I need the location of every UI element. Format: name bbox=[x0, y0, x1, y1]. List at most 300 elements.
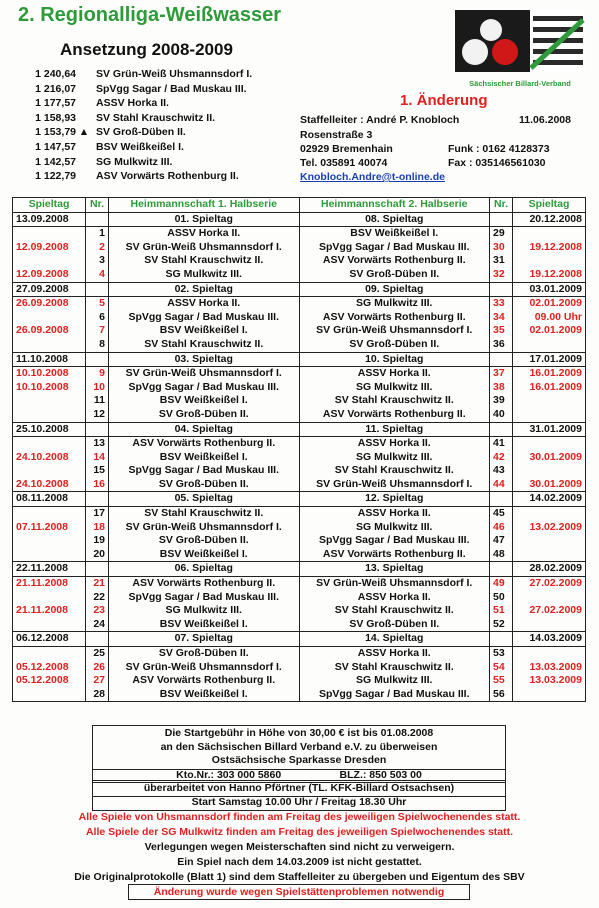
match-nr-2: 37 bbox=[490, 367, 513, 381]
match-nr-2: 53 bbox=[490, 647, 513, 661]
match-home-2: ASV Vorwärts Rothenburg II. bbox=[299, 408, 490, 422]
match-home-1: ASV Vorwärts Rothenburg II. bbox=[109, 577, 300, 591]
match-row bbox=[13, 367, 586, 381]
match-home-1: SV Stahl Krauschwitz II. bbox=[109, 254, 300, 268]
round-label-2: 12. Spieltag bbox=[299, 492, 490, 507]
match-date-1: 12.09.2008 bbox=[13, 241, 86, 255]
match-date-1 bbox=[13, 338, 86, 352]
match-date-2 bbox=[513, 437, 586, 451]
match-date-2: 13.02.2009 bbox=[513, 521, 586, 535]
match-date-2 bbox=[513, 591, 586, 605]
match-home-1: SpVgg Sagar / Bad Muskau III. bbox=[109, 464, 300, 478]
note-change-reason: Änderung wurde wegen Spielstättenproblemen notwendig bbox=[128, 884, 470, 900]
match-home-1: SV Groß-Düben II. bbox=[109, 534, 300, 548]
match-home-1: BSV Weißkeißel I. bbox=[109, 548, 300, 562]
match-date-2: 19.12.2008 bbox=[513, 268, 586, 282]
match-date-2: 13.03.2009 bbox=[513, 674, 586, 688]
match-nr-1: 1 bbox=[86, 227, 109, 241]
round-nr-spacer bbox=[86, 632, 109, 647]
round-nr-spacer bbox=[490, 632, 513, 647]
match-date-2 bbox=[513, 227, 586, 241]
match-date-1 bbox=[13, 254, 86, 268]
match-home-2: ASV Vorwärts Rothenburg II. bbox=[299, 311, 490, 325]
match-nr-1: 9 bbox=[86, 367, 109, 381]
match-nr-1: 23 bbox=[86, 604, 109, 618]
match-date-2: 30.01.2009 bbox=[513, 478, 586, 492]
match-nr-1: 6 bbox=[86, 311, 109, 325]
staffelleiter-name: Staffelleiter : André P. Knobloch bbox=[300, 114, 460, 126]
match-date-1: 07.11.2008 bbox=[13, 521, 86, 535]
col-header-home-2: Heimmannschaft 2. Halbserie bbox=[299, 198, 490, 213]
match-home-2: SG Mulkwitz III. bbox=[299, 674, 490, 688]
match-nr-2: 39 bbox=[490, 394, 513, 408]
round-date-2: 28.02.2009 bbox=[513, 562, 586, 577]
ranking-marker: ▲ bbox=[78, 126, 90, 139]
match-row bbox=[13, 577, 586, 591]
match-date-2: 02.01.2009 bbox=[513, 297, 586, 311]
ranking-row bbox=[28, 68, 252, 80]
fee-line-3: Ostsächsische Sparkasse Dresden bbox=[211, 754, 387, 766]
match-home-1: BSV Weißkeißel I. bbox=[109, 394, 300, 408]
match-date-1: 12.09.2008 bbox=[13, 268, 86, 282]
match-nr-2: 36 bbox=[490, 338, 513, 352]
match-home-1: SV Stahl Krauschwitz II. bbox=[109, 507, 300, 521]
round-nr-spacer bbox=[86, 492, 109, 507]
match-home-2: ASSV Horka II. bbox=[299, 591, 490, 605]
match-date-2 bbox=[513, 464, 586, 478]
match-home-1: ASV Vorwärts Rothenburg II. bbox=[109, 674, 300, 688]
ranking-row bbox=[28, 170, 239, 182]
ranking-row bbox=[28, 83, 247, 95]
match-row bbox=[13, 408, 586, 422]
match-nr-1: 11 bbox=[86, 394, 109, 408]
match-nr-1: 28 bbox=[86, 688, 109, 702]
match-date-2: 16.01.2009 bbox=[513, 381, 586, 395]
staffelleiter-street: Rosenstraße 3 bbox=[300, 129, 373, 141]
match-home-2: SG Mulkwitz III. bbox=[299, 297, 490, 311]
match-nr-1: 26 bbox=[86, 661, 109, 675]
note-postponements: Verlegungen wegen Meisterschaften sind nicht zu verweigern. bbox=[144, 841, 455, 853]
match-date-1 bbox=[13, 647, 86, 661]
match-home-2: SV Grün-Weiß Uhsmannsdorf I. bbox=[299, 577, 490, 591]
round-label-1: 07. Spieltag bbox=[109, 632, 300, 647]
match-home-2: SV Stahl Krauschwitz II. bbox=[299, 661, 490, 675]
ranking-row bbox=[28, 156, 172, 168]
staffelleiter-fax: Fax : 035146561030 bbox=[448, 157, 546, 169]
match-nr-2: 47 bbox=[490, 534, 513, 548]
match-date-1: 26.09.2008 bbox=[13, 297, 86, 311]
match-nr-1: 7 bbox=[86, 324, 109, 338]
match-row bbox=[13, 591, 586, 605]
match-row bbox=[13, 688, 586, 702]
bank-details: Kto.Nr.: 303 000 5860 BLZ.: 850 503 00 bbox=[92, 768, 506, 783]
round-nr-spacer bbox=[86, 282, 109, 297]
match-nr-1: 14 bbox=[86, 451, 109, 465]
round-label-1: 03. Spieltag bbox=[109, 352, 300, 367]
match-home-2: SpVgg Sagar / Bad Muskau III. bbox=[299, 241, 490, 255]
match-home-1: SV Groß-Düben II. bbox=[109, 408, 300, 422]
match-date-1: 24.10.2008 bbox=[13, 451, 86, 465]
match-nr-2: 40 bbox=[490, 408, 513, 422]
match-date-2 bbox=[513, 688, 586, 702]
match-date-1 bbox=[13, 408, 86, 422]
match-nr-1: 8 bbox=[86, 338, 109, 352]
fee-line-1: Die Startgebühr in Höhe von 30,00 € ist bis 01.08.2008 bbox=[164, 727, 434, 739]
match-nr-2: 55 bbox=[490, 674, 513, 688]
match-date-1 bbox=[13, 688, 86, 702]
staffelleiter-date: 11.06.2008 bbox=[519, 114, 571, 126]
match-date-1: 10.10.2008 bbox=[13, 381, 86, 395]
round-date-1: 22.11.2008 bbox=[13, 562, 86, 577]
match-nr-2: 38 bbox=[490, 381, 513, 395]
round-header-row bbox=[13, 212, 586, 227]
round-date-2: 14.03.2009 bbox=[513, 632, 586, 647]
ranking-team: SV Grün-Weiß Uhsmannsdorf I. bbox=[96, 68, 253, 80]
match-row bbox=[13, 394, 586, 408]
match-date-2: 02.01.2009 bbox=[513, 324, 586, 338]
round-nr-spacer bbox=[490, 562, 513, 577]
match-date-1: 21.11.2008 bbox=[13, 577, 86, 591]
match-home-1: SV Stahl Krauschwitz II. bbox=[109, 338, 300, 352]
match-date-2 bbox=[513, 618, 586, 632]
round-label-2: 11. Spieltag bbox=[299, 422, 490, 437]
page-subtitle: Ansetzung 2008-2009 bbox=[60, 40, 233, 59]
note-mulkwitz: Alle Spiele der SG Mulkwitz finden am Freitag des jeweiligen Spielwochenendes statt. bbox=[85, 826, 514, 838]
match-nr-1: 27 bbox=[86, 674, 109, 688]
note-uhsmannsdorf: Alle Spiele von Uhsmannsdorf finden am Freitag des jeweiligen Spielwochenendes statt. bbox=[78, 811, 521, 823]
match-row bbox=[13, 464, 586, 478]
round-date-1: 25.10.2008 bbox=[13, 422, 86, 437]
match-date-2 bbox=[513, 534, 586, 548]
match-date-2: 30.01.2009 bbox=[513, 451, 586, 465]
match-nr-2: 56 bbox=[490, 688, 513, 702]
round-header-row bbox=[13, 492, 586, 507]
fee-line-2: an den Sächsischen Billard Verband e.V. zu überweisen bbox=[160, 740, 438, 753]
match-nr-2: 51 bbox=[490, 604, 513, 618]
match-home-2: ASSV Horka II. bbox=[299, 507, 490, 521]
match-date-1 bbox=[13, 618, 86, 632]
match-home-1: SV Grün-Weiß Uhsmannsdorf I. bbox=[109, 241, 300, 255]
match-nr-1: 17 bbox=[86, 507, 109, 521]
match-date-1: 26.09.2008 bbox=[13, 324, 86, 338]
round-date-1: 08.11.2008 bbox=[13, 492, 86, 507]
match-home-1: ASV Vorwärts Rothenburg II. bbox=[109, 437, 300, 451]
match-home-2: ASSV Horka II. bbox=[299, 367, 490, 381]
match-nr-1: 5 bbox=[86, 297, 109, 311]
match-date-2 bbox=[513, 338, 586, 352]
round-header-row bbox=[13, 422, 586, 437]
match-nr-1: 25 bbox=[86, 647, 109, 661]
match-date-1 bbox=[13, 591, 86, 605]
match-nr-1: 2 bbox=[86, 241, 109, 255]
round-label-2: 10. Spieltag bbox=[299, 352, 490, 367]
match-nr-2: 46 bbox=[490, 521, 513, 535]
match-nr-1: 22 bbox=[86, 591, 109, 605]
revised-by: überarbeitet von Hanno Pförtner (TL. KFK-Billard Ostsachsen) bbox=[92, 780, 506, 797]
match-nr-2: 33 bbox=[490, 297, 513, 311]
ranking-team: BSV Weißkeißel I. bbox=[96, 141, 184, 153]
match-nr-2: 41 bbox=[490, 437, 513, 451]
col-header-day-2: Spieltag bbox=[513, 198, 586, 213]
match-home-2: ASV Vorwärts Rothenburg II. bbox=[299, 254, 490, 268]
match-nr-1: 16 bbox=[86, 478, 109, 492]
change-label: 1. Änderung bbox=[400, 92, 488, 109]
match-date-1: 24.10.2008 bbox=[13, 478, 86, 492]
round-nr-spacer bbox=[86, 352, 109, 367]
match-nr-2: 31 bbox=[490, 254, 513, 268]
match-home-1: ASSV Horka II. bbox=[109, 227, 300, 241]
match-nr-1: 21 bbox=[86, 577, 109, 591]
schedule-table bbox=[12, 197, 586, 702]
match-date-1 bbox=[13, 437, 86, 451]
round-label-2: 14. Spieltag bbox=[299, 632, 490, 647]
match-row bbox=[13, 297, 586, 311]
match-home-2: BSV Weißkeißel I. bbox=[299, 227, 490, 241]
ranking-row bbox=[28, 97, 169, 109]
match-nr-2: 30 bbox=[490, 241, 513, 255]
col-header-day-1: Spieltag bbox=[13, 198, 86, 213]
match-row bbox=[13, 618, 586, 632]
match-date-1 bbox=[13, 464, 86, 478]
match-home-2: SV Grün-Weiß Uhsmannsdorf I. bbox=[299, 478, 490, 492]
match-row bbox=[13, 661, 586, 675]
match-home-2: SV Groß-Düben II. bbox=[299, 618, 490, 632]
match-date-1 bbox=[13, 534, 86, 548]
match-home-2: SV Groß-Düben II. bbox=[299, 338, 490, 352]
staffelleiter-email[interactable]: Knobloch.Andre@t-online.de bbox=[300, 171, 445, 183]
match-home-2: ASSV Horka II. bbox=[299, 647, 490, 661]
ranking-points: 1 216,07 bbox=[35, 82, 76, 95]
match-home-1: SG Mulkwitz III. bbox=[109, 604, 300, 618]
col-header-home-1: Heimmannschaft 1. Halbserie bbox=[109, 198, 300, 213]
ranking-row bbox=[28, 141, 184, 153]
match-nr-1: 10 bbox=[86, 381, 109, 395]
match-date-2: 19.12.2008 bbox=[513, 241, 586, 255]
match-nr-1: 18 bbox=[86, 521, 109, 535]
match-nr-2: 34 bbox=[490, 311, 513, 325]
ranking-team: SV Stahl Krauschwitz II. bbox=[96, 111, 216, 124]
round-nr-spacer bbox=[86, 212, 109, 227]
round-date-2: 31.01.2009 bbox=[513, 422, 586, 437]
match-row bbox=[13, 338, 586, 352]
match-nr-1: 24 bbox=[86, 618, 109, 632]
round-nr-spacer bbox=[490, 422, 513, 437]
match-row bbox=[13, 381, 586, 395]
match-home-2: SV Groß-Düben II. bbox=[299, 268, 490, 282]
match-home-2: SG Mulkwitz III. bbox=[299, 521, 490, 535]
match-row bbox=[13, 647, 586, 661]
match-nr-2: 49 bbox=[490, 577, 513, 591]
col-header-nr-1: Nr. bbox=[86, 198, 109, 213]
match-row bbox=[13, 268, 586, 282]
match-date-1 bbox=[13, 311, 86, 325]
match-home-2: SG Mulkwitz III. bbox=[299, 381, 490, 395]
match-home-1: BSV Weißkeißel I. bbox=[109, 324, 300, 338]
match-date-1 bbox=[13, 394, 86, 408]
match-date-2 bbox=[513, 548, 586, 562]
round-label-1: 01. Spieltag bbox=[109, 212, 300, 227]
ranking-points: 1 122,79 bbox=[35, 170, 76, 183]
match-nr-1: 4 bbox=[86, 268, 109, 282]
match-nr-2: 43 bbox=[490, 464, 513, 478]
match-home-1: SpVgg Sagar / Bad Muskau III. bbox=[109, 381, 300, 395]
match-date-2 bbox=[513, 394, 586, 408]
match-nr-1: 13 bbox=[86, 437, 109, 451]
match-home-2: SV Stahl Krauschwitz II. bbox=[299, 464, 490, 478]
match-home-1: SG Mulkwitz III. bbox=[109, 268, 300, 282]
match-home-1: BSV Weißkeißel I. bbox=[109, 618, 300, 632]
match-row bbox=[13, 451, 586, 465]
match-home-1: SV Grün-Weiß Uhsmannsdorf I. bbox=[109, 661, 300, 675]
match-nr-2: 42 bbox=[490, 451, 513, 465]
match-nr-2: 48 bbox=[490, 548, 513, 562]
match-home-1: SpVgg Sagar / Bad Muskau III. bbox=[109, 311, 300, 325]
match-date-2 bbox=[513, 254, 586, 268]
note-deadline: Ein Spiel nach dem 14.03.2009 ist nicht gestattet. bbox=[177, 856, 422, 868]
note-protocols: Die Originalprotokolle (Blatt 1) sind dem Staffelleiter zu übergeben und Eigentum des SBV bbox=[74, 871, 525, 883]
match-home-2: SV Stahl Krauschwitz II. bbox=[299, 604, 490, 618]
match-row bbox=[13, 478, 586, 492]
ranking-points: 1 153,79 bbox=[35, 126, 76, 139]
round-nr-spacer bbox=[490, 492, 513, 507]
logo-caption: Sächsischer Billard-Verband bbox=[469, 79, 571, 88]
ranking-row bbox=[28, 126, 186, 138]
match-home-2: ASV Vorwärts Rothenburg II. bbox=[299, 548, 490, 562]
match-nr-2: 32 bbox=[490, 268, 513, 282]
staffelleiter-funk: Funk : 0162 4128373 bbox=[448, 143, 550, 155]
page-title: 2. Regionalliga-Weißwasser bbox=[18, 4, 282, 26]
match-date-1: 05.12.2008 bbox=[13, 661, 86, 675]
match-row bbox=[13, 227, 586, 241]
ranking-team: SG Mulkwitz III. bbox=[96, 155, 173, 168]
ranking-team: ASSV Horka II. bbox=[96, 97, 169, 110]
match-date-1 bbox=[13, 548, 86, 562]
match-row bbox=[13, 311, 586, 325]
round-date-1: 11.10.2008 bbox=[13, 352, 86, 367]
sbv-logo bbox=[455, 10, 585, 92]
match-date-1 bbox=[13, 507, 86, 521]
match-date-2: 16.01.2009 bbox=[513, 367, 586, 381]
match-home-1: ASSV Horka II. bbox=[109, 297, 300, 311]
match-nr-2: 35 bbox=[490, 324, 513, 338]
round-label-1: 04. Spieltag bbox=[109, 422, 300, 437]
match-home-1: BSV Weißkeißel I. bbox=[109, 451, 300, 465]
round-label-1: 02. Spieltag bbox=[109, 282, 300, 297]
ranking-team: SpVgg Sagar / Bad Muskau III. bbox=[96, 82, 247, 95]
match-date-2: 13.03.2009 bbox=[513, 661, 586, 675]
fee-box bbox=[92, 725, 506, 770]
ranking-team: ASV Vorwärts Rothenburg II. bbox=[96, 170, 239, 183]
round-header-row bbox=[13, 562, 586, 577]
match-date-1: 10.10.2008 bbox=[13, 367, 86, 381]
match-date-1: 21.11.2008 bbox=[13, 604, 86, 618]
match-home-2: SpVgg Sagar / Bad Muskau III. bbox=[299, 534, 490, 548]
round-date-1: 13.09.2008 bbox=[13, 212, 86, 227]
ranking-team: SV Groß-Düben II. bbox=[96, 126, 186, 139]
staffelleiter-tel: Tel. 035891 40074 bbox=[300, 157, 388, 169]
match-home-2: SG Mulkwitz III. bbox=[299, 451, 490, 465]
match-home-2: SpVgg Sagar / Bad Muskau III. bbox=[299, 688, 490, 702]
match-row bbox=[13, 521, 586, 535]
round-date-2: 14.02.2009 bbox=[513, 492, 586, 507]
match-date-1: 05.12.2008 bbox=[13, 674, 86, 688]
round-nr-spacer bbox=[86, 562, 109, 577]
round-header-row bbox=[13, 632, 586, 647]
round-nr-spacer bbox=[490, 282, 513, 297]
match-home-1: BSV Weißkeißel I. bbox=[109, 688, 300, 702]
round-date-1: 06.12.2008 bbox=[13, 632, 86, 647]
ranking-points: 1 177,57 bbox=[35, 97, 76, 110]
match-nr-1: 20 bbox=[86, 548, 109, 562]
match-date-2: 09.00 Uhr bbox=[513, 311, 586, 325]
match-date-1 bbox=[13, 227, 86, 241]
match-nr-1: 15 bbox=[86, 464, 109, 478]
match-date-2 bbox=[513, 507, 586, 521]
staffelleiter-city: 02929 Bremenhain bbox=[300, 143, 393, 155]
round-nr-spacer bbox=[490, 352, 513, 367]
round-label-2: 13. Spieltag bbox=[299, 562, 490, 577]
ranking-points: 1 142,57 bbox=[35, 155, 76, 168]
round-header-row bbox=[13, 352, 586, 367]
round-date-2: 17.01.2009 bbox=[513, 352, 586, 367]
match-nr-2: 45 bbox=[490, 507, 513, 521]
match-nr-1: 12 bbox=[86, 408, 109, 422]
match-nr-2: 44 bbox=[490, 478, 513, 492]
match-home-2: SV Grün-Weiß Uhsmannsdorf I. bbox=[299, 324, 490, 338]
match-home-2: SV Stahl Krauschwitz II. bbox=[299, 394, 490, 408]
ranking-row bbox=[28, 112, 215, 124]
match-row bbox=[13, 507, 586, 521]
round-label-1: 06. Spieltag bbox=[109, 562, 300, 577]
round-nr-spacer bbox=[490, 212, 513, 227]
match-row bbox=[13, 548, 586, 562]
match-nr-2: 50 bbox=[490, 591, 513, 605]
match-home-1: SV Grün-Weiß Uhsmannsdorf I. bbox=[109, 367, 300, 381]
match-date-2 bbox=[513, 408, 586, 422]
round-label-1: 05. Spieltag bbox=[109, 492, 300, 507]
match-date-2: 27.02.2009 bbox=[513, 604, 586, 618]
match-nr-2: 52 bbox=[490, 618, 513, 632]
match-row bbox=[13, 241, 586, 255]
round-header-row bbox=[13, 282, 586, 297]
match-nr-1: 3 bbox=[86, 254, 109, 268]
round-date-2: 03.01.2009 bbox=[513, 282, 586, 297]
round-date-1: 27.09.2008 bbox=[13, 282, 86, 297]
match-nr-2: 54 bbox=[490, 661, 513, 675]
round-date-2: 20.12.2008 bbox=[513, 212, 586, 227]
match-nr-2: 29 bbox=[490, 227, 513, 241]
match-home-1: SV Grün-Weiß Uhsmannsdorf I. bbox=[109, 521, 300, 535]
match-row bbox=[13, 534, 586, 548]
round-nr-spacer bbox=[86, 422, 109, 437]
col-header-nr-2: Nr. bbox=[490, 198, 513, 213]
round-label-2: 09. Spieltag bbox=[299, 282, 490, 297]
match-date-2: 27.02.2009 bbox=[513, 577, 586, 591]
ranking-points: 1 240,64 bbox=[35, 68, 76, 80]
match-home-2: ASSV Horka II. bbox=[299, 437, 490, 451]
ranking-points: 1 158,93 bbox=[35, 111, 76, 124]
match-home-1: SpVgg Sagar / Bad Muskau III. bbox=[109, 591, 300, 605]
match-row bbox=[13, 254, 586, 268]
ranking-points: 1 147,57 bbox=[35, 141, 76, 153]
match-date-2 bbox=[513, 647, 586, 661]
round-label-2: 08. Spieltag bbox=[299, 212, 490, 227]
start-times: Start Samstag 10.00 Uhr / Freitag 18.30 Uhr bbox=[92, 795, 506, 811]
match-home-1: SV Groß-Düben II. bbox=[109, 478, 300, 492]
match-row bbox=[13, 604, 586, 618]
match-row bbox=[13, 437, 586, 451]
match-home-1: SV Groß-Düben II. bbox=[109, 647, 300, 661]
